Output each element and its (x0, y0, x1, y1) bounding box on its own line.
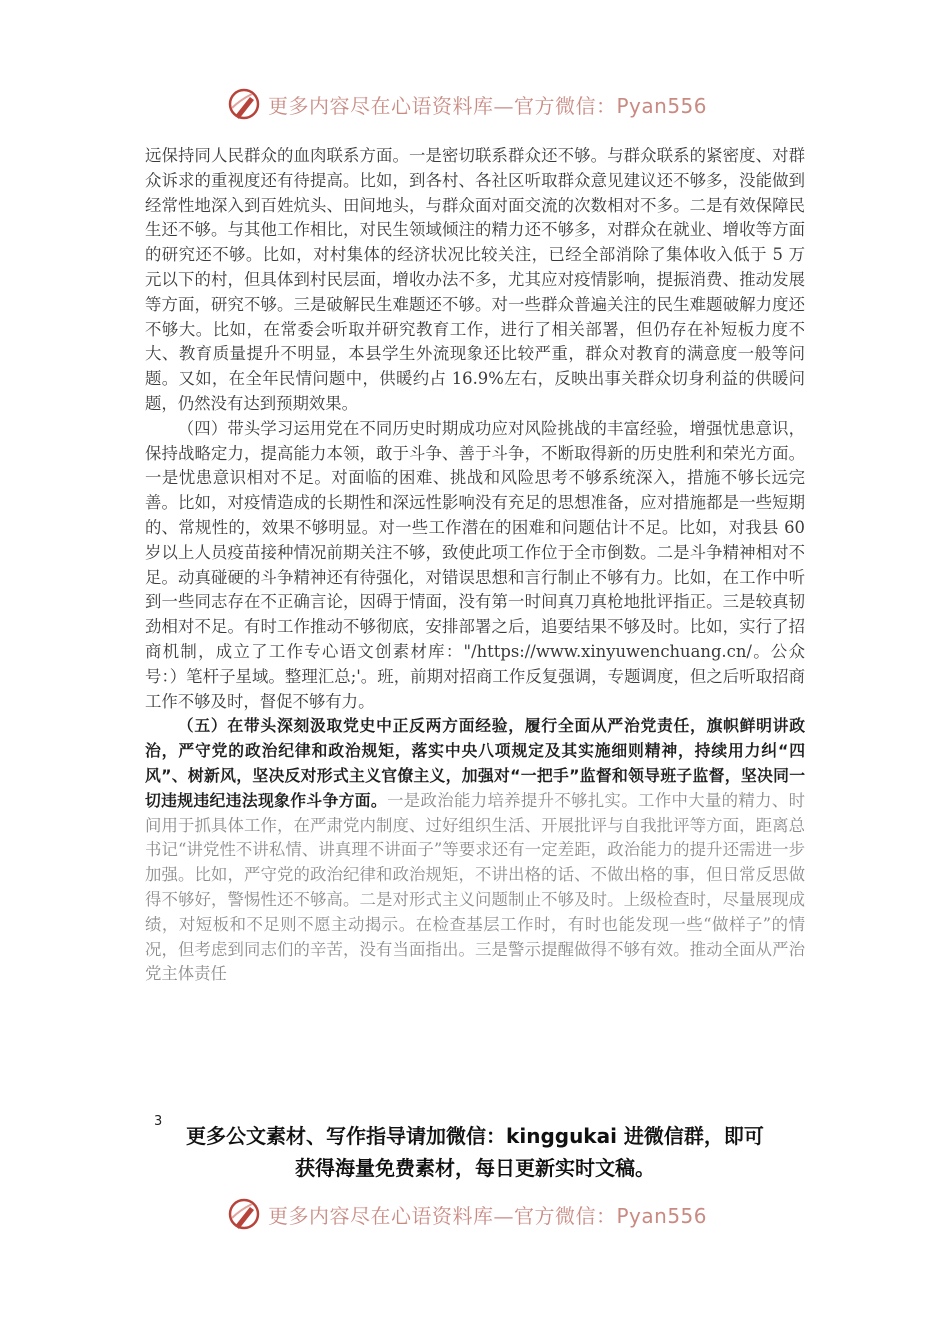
paragraph-people-contact: 远保持同人民群众的血肉联系方面。一是密切联系群众还不够。与群众联系的紧密度、对群众诉求的重视度还有待提高。比如，到各村、各社区听取群众意见建议还不够多，没能做到经常性地深入到百姓炕头、田间地头，与群众面对面交流的次数相对不多。二是有效保障民生还不够。与其他工作相比，对民生领域倾注的精力还不够多，对群众在就业、增收等方面的研究还不够。比如，对村集体的经济状况比较关注，已经全部消除了集体收入低于 5 万元以下的村，但具体到村民层面，增收办法不多，尤其应对疫情影响，提振消费、推动发展等方面，研究不够。三是破解民生难题还不够。对一些群众普遍关注的民生难题破解力度还不够大。比如，在常委会听取并研究教育工作，进行了相关部署，但仍存在补短板力度不大、教育质量提升不明显，本县学生外流现象还比较严重，群众对教育的满意度一般等问题。又如，在全年民情问题中，供暖约占 16.9%左右，反映出事关群众切身利益的供暖问题，仍然没有达到预期效果。 (145, 146, 805, 413)
header-watermark-banner (226, 84, 746, 124)
paragraph-risk-challenges: （四）带头学习运用党在不同历史时期成功应对风险挑战的丰富经验，增强忧患意识，保持战略定力，提高能力本领，敢于斗争、善于斗争，不断取得新的历史胜利和荣光方面。一是忧患意识相对不足。对面临的困难、挑战和风险思考不够系统深入，措施不够长远完善。比如，对疫情造成的长期性和深远性影响没有充足的思想准备，应对措施都是一些短期的、常规性的，效果不够明显。对一些工作潜在的困难和问题估计不足。比如，对我县 60 岁以上人员疫苗接种情况前期关注不够，致使此项工作位于全市倒数。二是斗争精神相对不足。动真碰硬的斗争精神还有待强化，对错误思想和言行制止不够有力。比如，在工作中听到一些同志存在不正确言论，因碍于情面，没有第一时间真刀真枪地批评指正。三是较真韧劲相对不足。有时工作推动不够彻底，安排部署之后，追要结果不够及时。比如，实行了招商机制，成立了工作专心语文创素材库："/https://www.xinyuwenchuang.cn/。公众号：）笔杆子星域。整理汇总;'。班，前期对招商工作反复强调，专题调度，但之后听取招商工作不够及时，督促不够有力。 (145, 418, 805, 711)
pen-nib-logo-icon (226, 86, 262, 122)
paragraph-party-discipline (145, 714, 805, 987)
pen-nib-logo-icon (226, 1196, 262, 1232)
footer-watermark-banner (226, 1194, 746, 1234)
footer-ad-line-2: 获得海量免费素材，每日更新实时文稿。 (295, 1156, 655, 1180)
page-number: 3 (154, 1114, 163, 1129)
section-heading-five: （五）在带头深刻汲取党史中正反两方面经验，履行全面从严治党责任，旗帜鲜明讲政治，严守党的政治纪律和政治规矩，落实中央八项规定及其实施细则精神，持续用力纠“四风”、树新风，坚决反对形式主义官僚主义，加强对“一把手”监督和领导班子监督，坚决同一切违规违纪违法现象作斗争方面。 (145, 716, 805, 810)
footer-banner-text: 更多内容尽在心语资料库—官方微信：Pyan556 (268, 1203, 708, 1228)
footer-ad-line-1: 更多公文素材、写作指导请加微信：kinggukai 进微信群，即可 (186, 1124, 764, 1148)
footer-advertisement (140, 1120, 810, 1184)
document-body (145, 144, 805, 987)
header-banner-text: 更多内容尽在心语资料库—官方微信：Pyan556 (268, 93, 708, 118)
section-five-body: 一是政治能力培养提升不够扎实。工作中大量的精力、时间用于抓具体工作，在严肃党内制度、过好组织生活、开展批评与自我批评等方面，距离总书记“讲党性不讲私情、讲真理不讲面子”等要求还有一定差距，政治能力的提升还需进一步加强。比如，严守党的政治纪律和政治规矩，不讲出格的话、不做出格的事，但日常反思做得不够好，警惕性还不够高。二是对形式主义问题制止不够及时。上级检查时，尽量展现成绩，对短板和不足则不愿主动揭示。在检查基层工作时，有时也能发现一些“做样子”的情况，但考虑到同志们的辛苦，没有当面指出。三是警示提醒做得不够有效。推动全面从严治党主体责任 (145, 790, 805, 984)
